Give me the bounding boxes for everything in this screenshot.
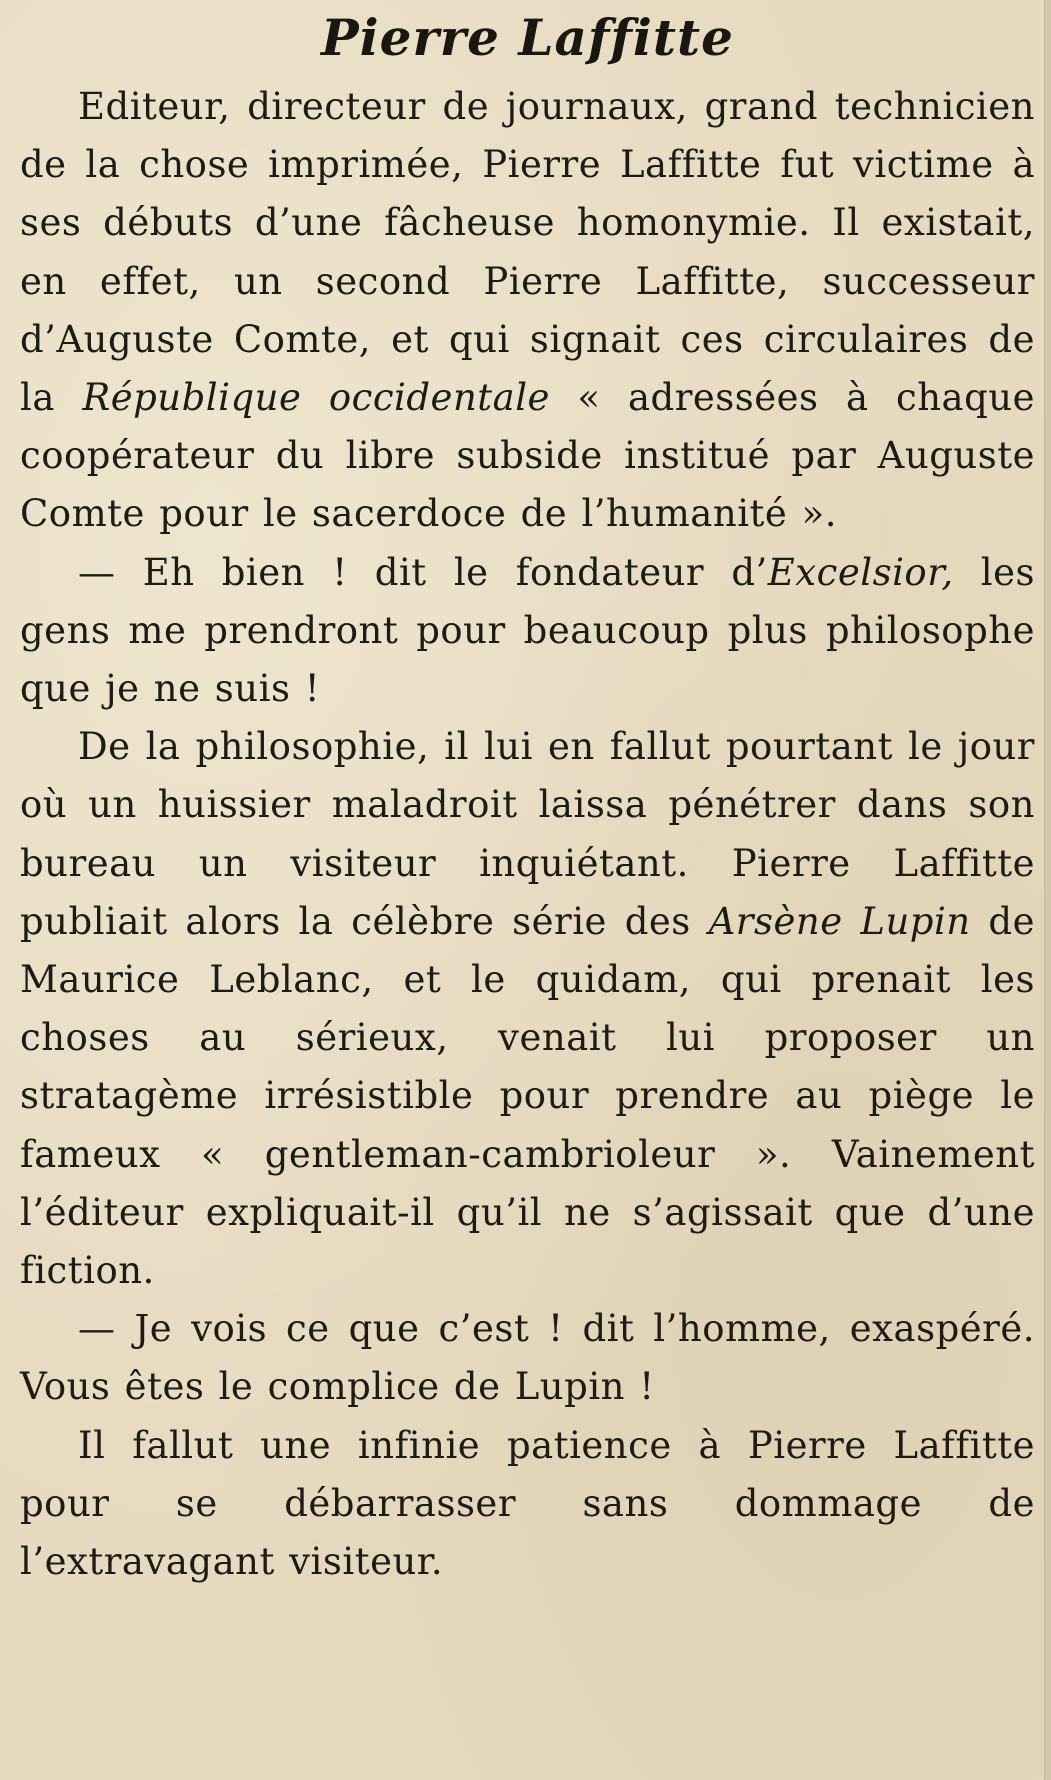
text-segment: de Maurice Leblanc, et le quidam, qui prenait les choses au sérieux, venait lui proposer un stratagème irrésistible pour prendre au piège le fameux « gentleman-cambrioleur ». Vainement l’éditeur expliquait-il qu’il ne s’agissait que d’une fiction. — [20, 899, 1036, 1293]
paragraph — [20, 544, 1035, 719]
paragraph — [20, 1417, 1035, 1592]
text-segment-italic: Arsène Lupin — [708, 899, 971, 943]
text-segment: De la philosophie, il lui en fallut pourtant le jour où un huissier maladroit laissa pénétrer dans son bureau un visiteur inquiétant. Pierre Laffitte publiait alors la célèbre série des — [20, 725, 1035, 943]
paragraph — [20, 1300, 1035, 1416]
article-title: Pierre Laffitte — [321, 8, 734, 67]
text-segment: « adressées à chaque coopérateur du libre subside institué par Auguste Comte pour le sacerdoce de l’humanité ». — [20, 376, 1035, 536]
paragraph — [20, 718, 1035, 1300]
text-segment: — Je vois ce que c’est ! dit l’homme, exaspéré. Vous êtes le complice de Lupin ! — [20, 1307, 1035, 1409]
text-segment-italic: Excelsior, — [767, 550, 954, 594]
text-segment: Il fallut une infinie patience à Pierre Laffitte pour se débarrasser sans dommage de l’extravagant visiteur. — [20, 1423, 1035, 1584]
text-segment: Editeur, directeur de journaux, grand technicien de la chose imprimée, Pierre Laffitte fut victime à ses débuts d’une fâcheuse homonymie. Il existait, en effet, un second Pierre Laffitte, successeur d’Auguste Comte, et qui signait ces circulaires de la — [20, 85, 1035, 420]
article — [20, 0, 1035, 1591]
text-segment: les gens me prendront pour beaucoup plus philosophe que je ne suis ! — [20, 550, 1035, 711]
paragraph — [20, 78, 1035, 544]
text-segment-italic: République occidentale — [82, 376, 550, 420]
text-segment: — Eh bien ! dit le fondateur d’ — [78, 550, 768, 594]
page-edge — [1044, 0, 1051, 1780]
